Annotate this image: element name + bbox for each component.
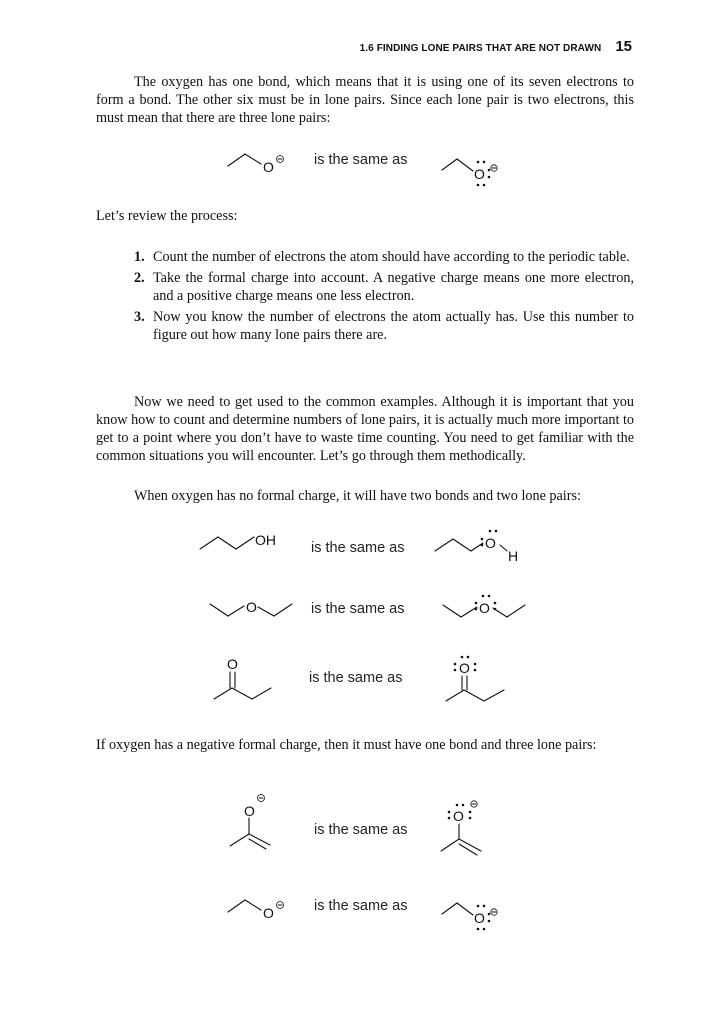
paragraph-no-formal-charge: When oxygen has no formal charge, it will have two bonds and two lone pairs: (134, 488, 581, 504)
page-number: 15 (615, 38, 632, 55)
process-step: 1. Count the number of electrons the atom should have according to the periodic table. (134, 249, 630, 265)
is-the-same-as-label: is the same as (311, 601, 405, 617)
hydrogen-atom-label: H (508, 548, 519, 564)
propanol-skeletal-structure (198, 527, 288, 557)
carbonyl-oxygen-label: O (227, 656, 238, 672)
enolate-lone-pair-structure (440, 795, 510, 857)
oxygen-atom-label: O (474, 910, 485, 926)
oxygen-atom-label: O (263, 905, 274, 921)
process-steps-list (134, 248, 634, 347)
paragraph-negative-formal-charge: If oxygen has a negative formal charge, then it must have one bond and three lone pairs: (96, 737, 597, 753)
is-the-same-as-label: is the same as (314, 898, 408, 914)
process-step: 2. Take the formal charge into account. A negative charge means one more electron, and a positive charge means one less electron. (134, 270, 634, 304)
ether-lone-pair-structure (441, 593, 531, 629)
negative-charge-symbol (471, 801, 477, 807)
ketone-lone-pair-structure (444, 654, 514, 704)
enolate-skeletal-structure (226, 792, 286, 852)
paragraph-common-examples: Now we need to get used to the common examples. Although it is important that you know how to count and determine numbers of lone pairs, it is actually much more important to get to a point where you don’t have to waste time counting. You need to get familiar with the common situations you will encounter. Let’s go through them methodically. (96, 394, 634, 464)
review-intro: Let’s review the process: (96, 208, 238, 224)
negative-charge-symbol (491, 165, 497, 171)
process-step: 3. Now you know the number of electrons the atom actually has. Use this number to figure out how many lone pairs there are. (134, 309, 634, 343)
oxygen-atom-label: O (453, 808, 464, 824)
oxygen-atom-label: O (479, 600, 490, 616)
is-the-same-as-label: is the same as (311, 540, 405, 556)
oxygen-atom-label: O (244, 803, 255, 819)
is-the-same-as-label: is the same as (309, 670, 403, 686)
paragraph-oxygen-one-bond: The oxygen has one bond, which means that it is using one of its seven electrons to form a bond. The other six must be in lone pairs. Since each lone pair is two electrons, this must mean that there are three lone pairs: (96, 74, 634, 126)
ether-skeletal-structure (208, 598, 298, 628)
oxygen-atom-label: O (485, 535, 496, 551)
carbonyl-oxygen-label: O (459, 660, 470, 676)
negative-charge-symbol (491, 909, 497, 915)
alkoxide-skeletal-structure (225, 147, 285, 177)
running-head-title: 1.6 FINDING LONE PAIRS THAT ARE NOT DRAWN (359, 43, 602, 54)
oxygen-atom-label: O (246, 599, 257, 615)
alkoxide-lone-pair-structure (439, 150, 509, 192)
alkoxide-skeletal-structure (225, 893, 285, 923)
alkoxide-lone-pair-structure (439, 894, 509, 936)
negative-charge-symbol (277, 156, 284, 163)
running-header (360, 38, 632, 55)
hydroxyl-label: OH (255, 532, 276, 548)
oxygen-atom-label: O (263, 159, 274, 175)
ketone-skeletal-structure (208, 656, 278, 702)
propanol-lone-pair-structure (433, 526, 533, 566)
negative-charge-symbol (258, 795, 265, 802)
is-the-same-as-label: is the same as (314, 822, 408, 838)
negative-charge-symbol (277, 902, 284, 909)
oxygen-atom-label: O (474, 166, 485, 182)
is-the-same-as-label: is the same as (314, 152, 408, 168)
